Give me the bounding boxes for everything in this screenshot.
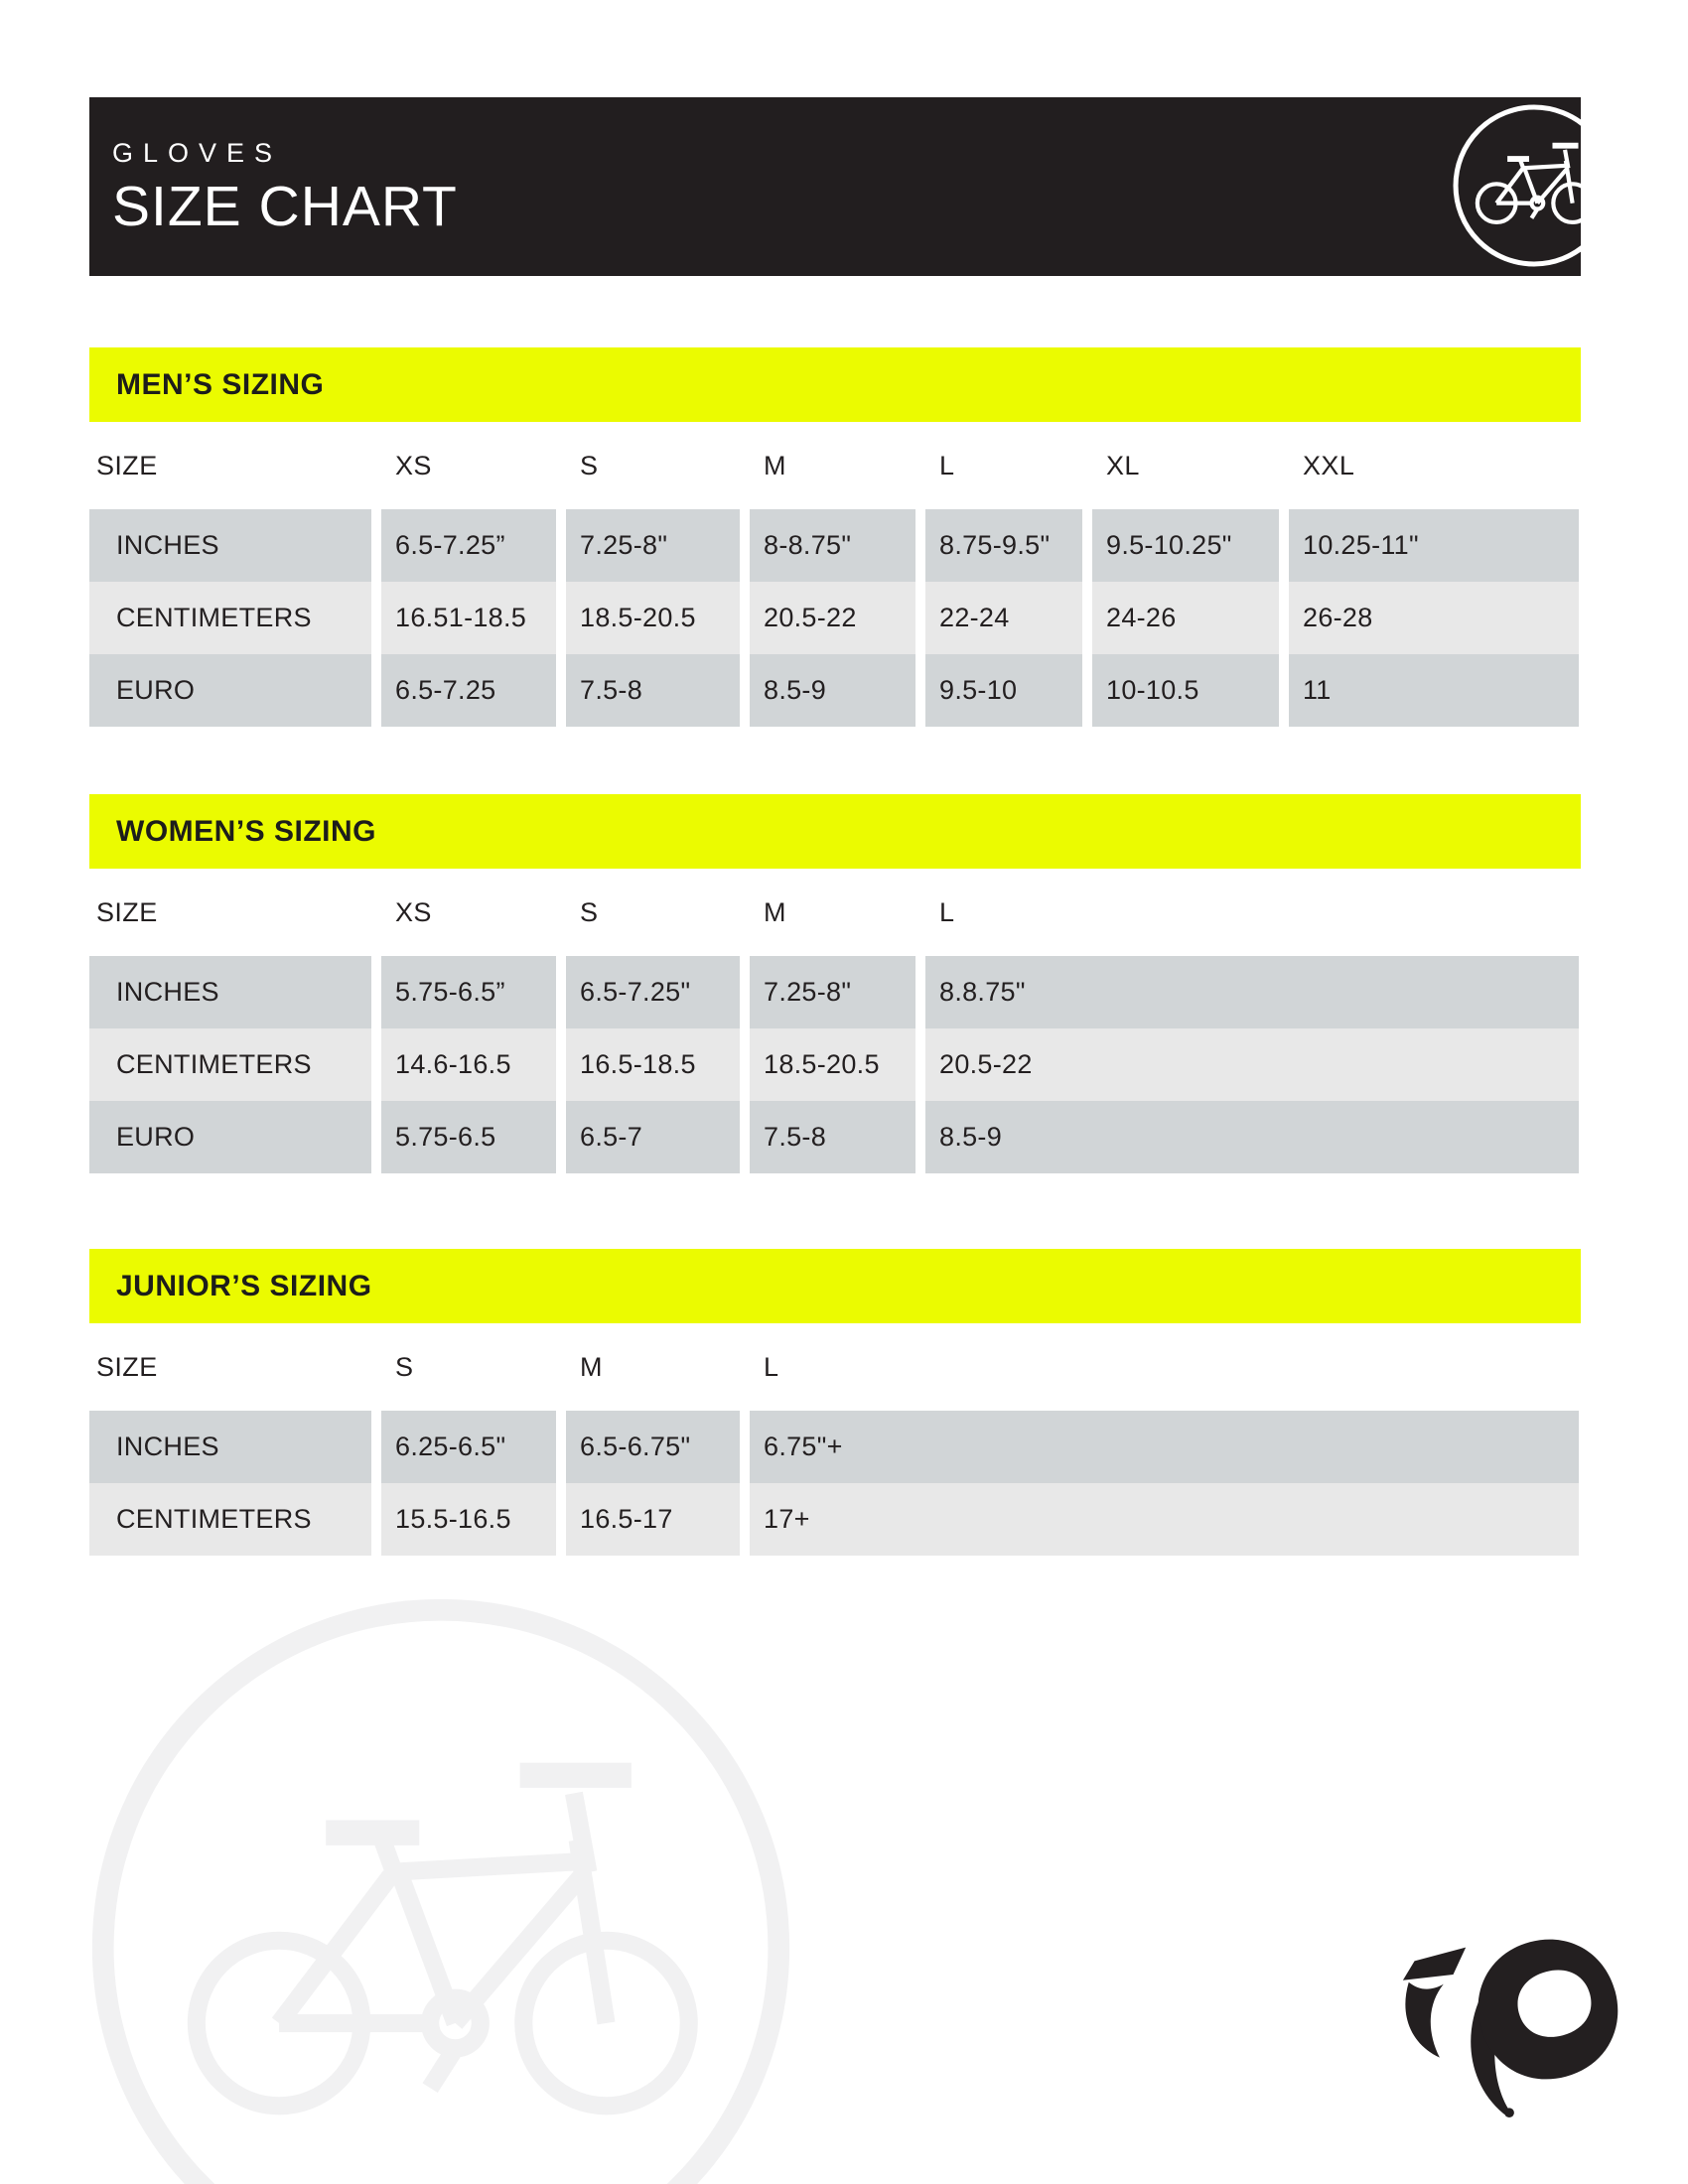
- row-label: CENTIMETERS: [89, 1028, 371, 1101]
- size-header-label: SIZE: [96, 1351, 158, 1382]
- cell: 8.5-9: [750, 654, 915, 727]
- mens-sizing-section: [89, 347, 1581, 727]
- table-row-centimeters: [89, 582, 1579, 654]
- cell: 6.75"+: [750, 1411, 1579, 1483]
- header-text-block: [112, 97, 458, 276]
- size-header-label: SIZE: [96, 450, 158, 480]
- size-header-s: S: [395, 1351, 414, 1382]
- cell: 8.75-9.5": [925, 509, 1082, 582]
- cell: 18.5-20.5: [750, 1028, 915, 1101]
- size-header-xs: XS: [395, 450, 432, 480]
- mens-section-title-bar: [89, 347, 1581, 422]
- size-header-l: L: [764, 1351, 779, 1382]
- cell: 10-10.5: [1092, 654, 1279, 727]
- table-row-centimeters: [89, 1483, 1579, 1556]
- cell: 8-8.75": [750, 509, 915, 582]
- cell: 15.5-16.5: [381, 1483, 556, 1556]
- table-row-centimeters: [89, 1028, 1579, 1101]
- juniors-section-title-bar: [89, 1249, 1581, 1323]
- cell: 6.5-6.75": [566, 1411, 740, 1483]
- cell: 11: [1289, 654, 1579, 727]
- size-header-l: L: [939, 896, 955, 927]
- cell: 6.5-7.25”: [381, 509, 556, 582]
- header-bar: [89, 97, 1581, 276]
- row-label: INCHES: [89, 1411, 371, 1483]
- page-title: SIZE CHART: [112, 175, 458, 238]
- row-label: EURO: [89, 1101, 371, 1173]
- row-label: CENTIMETERS: [89, 1483, 371, 1556]
- size-header-m: M: [764, 450, 786, 480]
- cell: 22-24: [925, 582, 1082, 654]
- cell: 17+: [750, 1483, 1579, 1556]
- size-header-xs: XS: [395, 896, 432, 927]
- row-label: CENTIMETERS: [89, 582, 371, 654]
- juniors-size-header-row: [89, 1323, 1579, 1411]
- size-header-xxl: XXL: [1303, 450, 1355, 480]
- table-row-inches: [89, 1411, 1579, 1483]
- cell: 26-28: [1289, 582, 1579, 654]
- bike-watermark-icon: [81, 1588, 800, 2184]
- cell: 20.5-22: [925, 1028, 1579, 1101]
- size-header-s: S: [580, 896, 599, 927]
- pearl-izumi-logo: [1390, 1936, 1628, 2119]
- size-header-m: M: [764, 896, 786, 927]
- cell: 6.5-7: [566, 1101, 740, 1173]
- cell: 5.75-6.5: [381, 1101, 556, 1173]
- cell: 7.5-8: [750, 1101, 915, 1173]
- cell: 16.51-18.5: [381, 582, 556, 654]
- juniors-sizing-section: [89, 1249, 1581, 1556]
- table-row-inches: [89, 509, 1579, 582]
- row-label: EURO: [89, 654, 371, 727]
- cell: 7.25-8": [566, 509, 740, 582]
- size-header-l: L: [939, 450, 955, 480]
- bike-in-circle-icon: [1451, 102, 1581, 269]
- cell: 9.5-10.25": [1092, 509, 1279, 582]
- size-header-s: S: [580, 450, 599, 480]
- section-title: MEN’S SIZING: [116, 367, 325, 401]
- size-header-xl: XL: [1106, 450, 1140, 480]
- cell: 6.5-7.25": [566, 956, 740, 1028]
- cell: 20.5-22: [750, 582, 915, 654]
- cell: 7.25-8": [750, 956, 915, 1028]
- cell: 8.5-9: [925, 1101, 1579, 1173]
- table-row-euro: [89, 654, 1579, 727]
- cell: 16.5-18.5: [566, 1028, 740, 1101]
- row-label: INCHES: [89, 956, 371, 1028]
- cell: 6.25-6.5": [381, 1411, 556, 1483]
- womens-size-header-row: [89, 869, 1579, 956]
- table-row-euro: [89, 1101, 1579, 1173]
- section-title: JUNIOR’S SIZING: [116, 1269, 372, 1302]
- cell: 6.5-7.25: [381, 654, 556, 727]
- cell: 10.25-11": [1289, 509, 1579, 582]
- cell: 9.5-10: [925, 654, 1082, 727]
- cell: 8.8.75": [925, 956, 1579, 1028]
- cell: 5.75-6.5”: [381, 956, 556, 1028]
- section-title: WOMEN’S SIZING: [116, 814, 376, 848]
- size-header-m: M: [580, 1351, 603, 1382]
- size-header-label: SIZE: [96, 896, 158, 927]
- row-label: INCHES: [89, 509, 371, 582]
- womens-sizing-section: [89, 794, 1581, 1173]
- cell: 16.5-17: [566, 1483, 740, 1556]
- cell: 14.6-16.5: [381, 1028, 556, 1101]
- womens-section-title-bar: [89, 794, 1581, 869]
- table-row-inches: [89, 956, 1579, 1028]
- cell: 18.5-20.5: [566, 582, 740, 654]
- cell: 7.5-8: [566, 654, 740, 727]
- mens-size-header-row: [89, 422, 1579, 509]
- category-label: GLOVES: [112, 138, 283, 168]
- cell: 24-26: [1092, 582, 1279, 654]
